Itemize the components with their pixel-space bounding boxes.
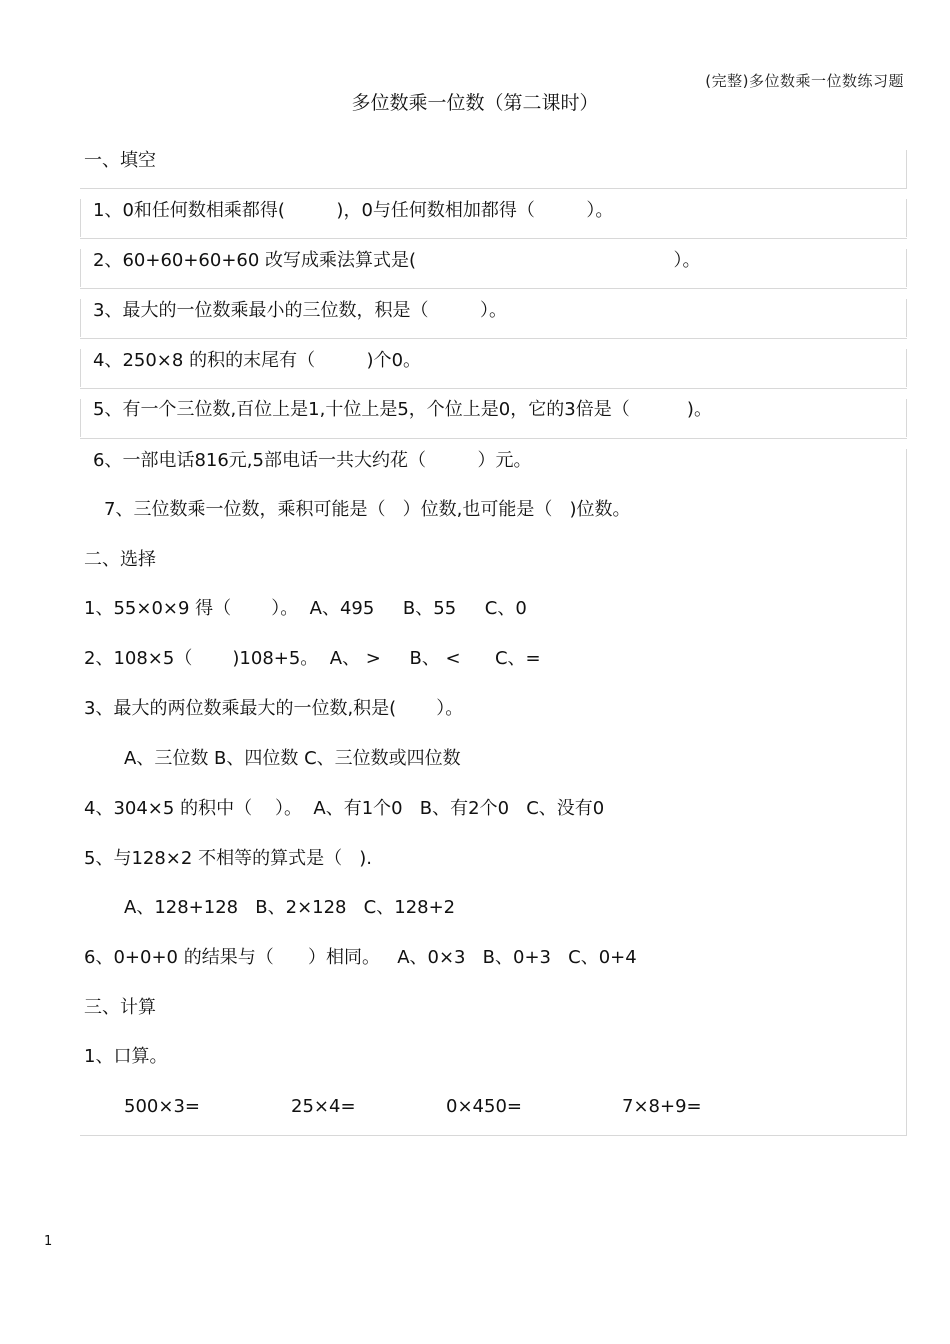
frame-line	[80, 438, 907, 439]
frame-line	[80, 188, 907, 189]
frame-line	[80, 1135, 907, 1136]
section-heading-calculation: 三、计算	[84, 997, 156, 1018]
question-item: 3、最大的一位数乘最小的三位数，积是（ ）。	[93, 300, 507, 321]
frame-line	[906, 349, 907, 387]
calc-item: 0×450=	[446, 1096, 522, 1117]
question-item: 4、304×5 的积中（ ）。 A、有1个0 B、有2个0 C、没有0	[84, 798, 605, 819]
frame-line	[906, 199, 907, 237]
document-header-title: (完整)多位数乘一位数练习题	[705, 72, 904, 90]
choice-options: A、128+128 B、2×128 C、128+2	[124, 897, 456, 918]
frame-line	[906, 249, 907, 287]
question-item: 5、有一个三位数,百位上是1,十位上是5，个位上是0，它的3倍是（ )。	[93, 399, 712, 420]
frame-line	[80, 299, 81, 337]
frame-line	[80, 399, 81, 437]
question-item: 6、一部电话816元,5部电话一共大约花（ ）元。	[93, 450, 532, 471]
question-item: 1、0和任何数相乘都得( )，0与任何数相加都得（ ）。	[93, 200, 614, 221]
question-item: 3、最大的两位数乘最大的一位数,积是( ）。	[84, 698, 464, 719]
frame-line	[906, 399, 907, 437]
frame-line	[906, 299, 907, 337]
frame-line	[906, 449, 907, 1135]
question-item: 1、55×0×9 得（ ）。 A、495 B、55 C、0	[84, 598, 527, 619]
question-item: 7、三位数乘一位数，乘积可能是（ ）位数,也可能是（ )位数。	[104, 499, 631, 520]
calc-item: 500×3=	[124, 1096, 200, 1117]
frame-line	[80, 238, 907, 239]
section-heading-fill-in: 一、填空	[84, 150, 156, 171]
frame-line	[80, 388, 907, 389]
choice-options: A、三位数 B、四位数 C、三位数或四位数	[124, 748, 461, 769]
calc-item: 7×8+9=	[622, 1096, 702, 1117]
frame-line	[80, 349, 81, 387]
section-heading-choice: 二、选择	[84, 549, 156, 570]
question-item: 2、108×5（ )108+5。 A、 > B、 < C、=	[84, 648, 541, 669]
page-title: 多位数乘一位数（第二课时）	[351, 92, 599, 114]
frame-line	[80, 338, 907, 339]
page-number: 1	[44, 1234, 53, 1249]
frame-line	[906, 150, 907, 188]
frame-line	[80, 199, 81, 237]
frame-line	[80, 288, 907, 289]
question-item: 2、60+60+60+60 改写成乘法算式是( ）。	[93, 250, 701, 271]
question-item: 6、0+0+0 的结果与（ ）相同。 A、0×3 B、0+3 C、0+4	[84, 947, 637, 968]
frame-line	[80, 249, 81, 287]
question-item: 5、与128×2 不相等的算式是（ ).	[84, 848, 372, 869]
calc-item: 25×4=	[291, 1096, 356, 1117]
sub-heading-mental-math: 1、口算。	[84, 1046, 168, 1067]
question-item: 4、250×8 的积的末尾有（ )个0。	[93, 350, 422, 371]
